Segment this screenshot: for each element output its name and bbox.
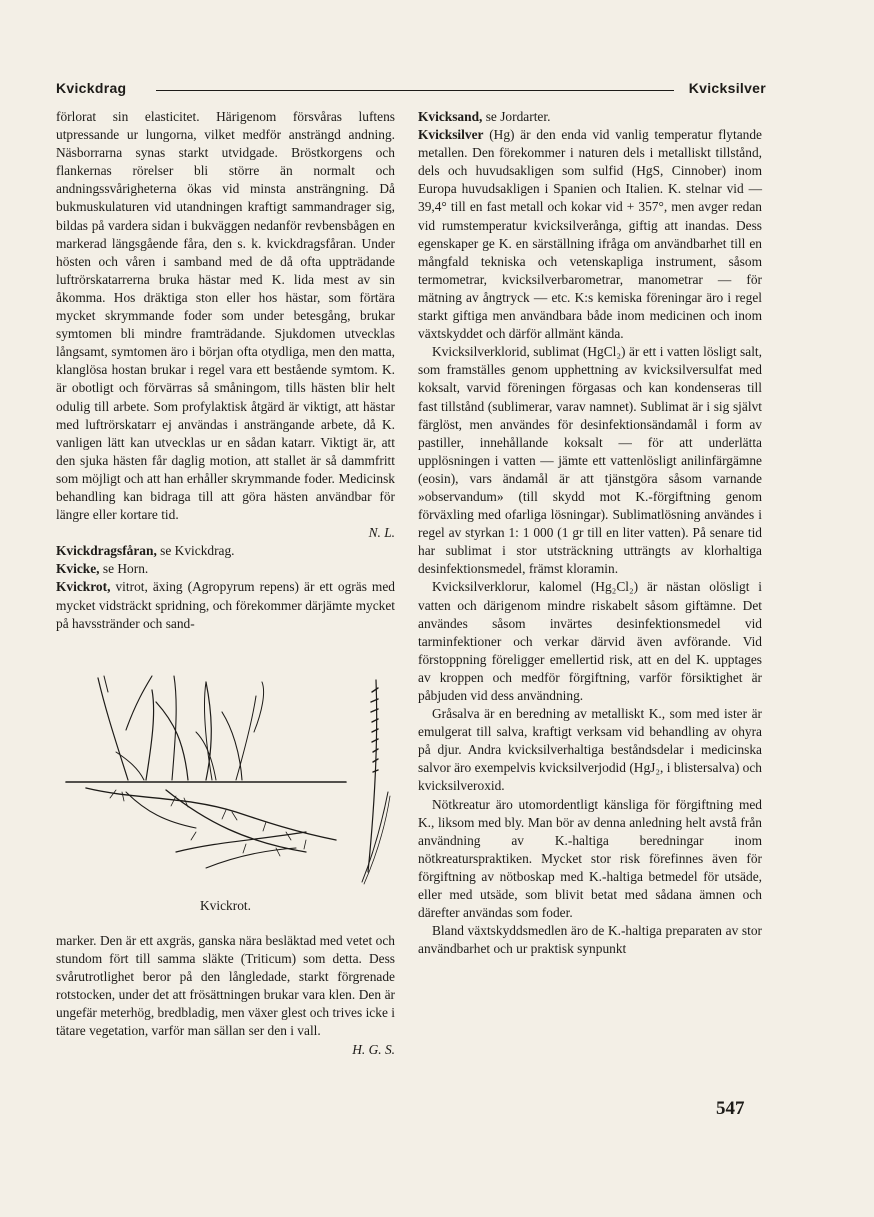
entry-text: (Hg) är den enda vid vanlig temperatur flytande metallen. Den förekommer i naturen dels i metalliskt tillstånd, dels och huvudsakligen som sulfid (HgS, Cinnober) inom Europa huvudsakligen i Spanien och Italien. K. stelnar vid — 39,4° till en fast metall och kokar vid + 357°, men avger redan vid rumstemperatur kvicksilverånga, giftig att inandas. Dess egenskaper ge K. en särställning ifråga om användbarhet till en mångfald tekniska och vetenskapliga instrument, såsom termometrar, kvicksilverbarometrar, manometrar — för mätning av ångtryck — etc. K:s kemiska föreningar äro i regel starkt giftiga men användbara både inom medicinen och inom växtskyddet och därför allmänt kända. [418, 127, 762, 342]
paragraph-kvickrot-continued [56, 932, 395, 1059]
page-number: 547 [716, 1098, 745, 1119]
paragraph-grasalva: Gråsalva är en beredning av metalliskt K., som med ister är emulgerat till salva, kraftigt verksam vid behandling av ohyra på djur. Andra kvicksilverhaltiga beståndsdelar i medicinska salvor äro exempelvis kvicksilverjodid (HgJ₂, i blistersalva) och kvicksilveroxid. [418, 706, 762, 794]
right-column [418, 108, 762, 958]
entry-text: se Kvickdrag. [156, 543, 235, 559]
paragraph-kalomel: Kvicksilverklorur, kalomel (Hg₂Cl₂) är nästan olösligt i vatten och därigenom mindre riskabelt såsom giftämne. Det användes såsom invärtes desinfektionsmedel vid tarminfektioner och verkar därvid även avförande. Vid förstoppning föreligger emellertid risk, att en del K. upptages av kroppen och medför förgiftning, varför försiktighet är påbjuden vid dess användning. [418, 579, 762, 703]
paragraph-vaxtskydd: Bland växtskyddsmedlen äro de K.-haltiga preparaten av stor användbarhet och ur praktisk synpunkt [418, 923, 762, 957]
entry-headword: Kvicksand, [418, 109, 483, 124]
paragraph-text: förlorat sin elasticitet. Härigenom försvåras luftens utpressande ur lungorna, vilket medför ansträngd andning. Näsborrarna synas starkt utvidgade. Bröstkorgens och flankernas rörelser bli större än normalt och andningssvårigheterna ökas vid minsta ansträngning. Då bukmuskulaturen vid utandningen kraftigt sammandrager sig, bildas på vardera sidan i bukväggen nedanför revbensbågen en markerad längsgående fåra, den s. k. kvickdragsfåran. Under hösten och våren i samband med de då ofta uppträdande luftrörskatarrerna bruka hästar med K. lida mest av sin åkomma. Hos dräktiga ston eller hos hästar, som förtära mycket skrymmande foder som under betesgång, brukar symtomen bli mindre framträdande. Sjukdomen utvecklas långsamt, symtomen äro i början ofta otydliga, men den matta, klanglösa hostan brukar i regel vara ett bestående symtom. K. är obotligt och förvärras så småningom, tills hästen blir helt odulig till arbete. Som profylaktisk åtgärd är viktigt, att hästar med luftrörskatarr ej användas i ansträngande arbete, då K. vanligen lätt kan utvecklas ur en sådan katarr. Viktigt är, att den sjuka hästen får daglig motion, att stallet är så dammfritt som möjligt och att han erhåller skrymmande foder. Medicinsk behandling kan bidraga till att göra hästen användbar för längre eller kortare tid. [56, 109, 395, 523]
left-column [56, 108, 395, 633]
author-signature: H. G. S. [352, 1041, 395, 1057]
entry-text: se Horn. [99, 561, 149, 577]
paragraph-notkreatur: Nötkreatur äro utomordentligt känsliga för förgiftning med K., liksom med bly. Man bör av denna anledning helt avstå från användning av K.-haltiga beredningar inom nötkreaturspraktiken. Mycket stor risk förefinnes även för förgiftning av nötboskap med K.-haltiga betmedel för utsäde, eller med utsäde, som blivit betat med sådana ämnen och därefter användas som foder. [418, 796, 762, 921]
paragraph-kvickdrag-continued [56, 108, 395, 542]
entry-text: se Jordarter. [482, 109, 551, 124]
entry-headword: Kvickrot, [56, 579, 111, 595]
entry-kvickdragsfaran [56, 542, 395, 560]
entry-kvicksilver [418, 126, 762, 343]
left-column-bottom [56, 932, 395, 1059]
author-signature: N. L. [368, 525, 395, 541]
header-right-word: Kvicksilver [683, 80, 766, 96]
paragraph-text: marker. Den är ett axgräs, ganska nära besläktad med vetet och stundom fört till samma släkte (Triticum) som detta. Dess svårutrotlighet beror på den långledade, starkt förgrenade rotstocken, under det att frösättningen brukar vara klen. Den är ungefär meterhög, bredbladig, men växer glest och trives icke i tätare vegetation, varför man sällan ser den i vall. [56, 933, 395, 1039]
entry-kvickrot [56, 578, 395, 632]
entry-text: vitrot, äxing (Agropyrum repens) är ett ogräs med mycket vidsträckt spridning, och förekommer därjämte mycket på havsstränder och sand- [56, 579, 395, 631]
entry-headword: Kvickdragsfåran, [56, 543, 157, 559]
figure-caption: Kvickrot. [200, 898, 251, 913]
entry-headword: Kvicke, [56, 561, 100, 577]
couch-grass-illustration [56, 672, 395, 894]
entry-kvicksand [418, 108, 762, 126]
paragraph-sublimat: Kvicksilverklorid, sublimat (HgCl₂) är ett i vatten lösligt salt, som framställes genom upphettning av kvicksilversulfat med koksalt, varvid föreningen förgasas och kan kondenseras till fast tillstånd (sublimerar, varav namnet). Sublimat är i sig självt färglöst, men användes för desinfektionsändamål i form av pastiller, innehållande koksalt — för att underlätta upplösningen i vatten — jämte ett vattenlösligt anilinfärgämne (eosin), vars ändamål är att tjänstgöra såsom varnande »observandum» (till skydd mot K.-förgiftning genom förväxling med ofarliga lösningar). Sublimatlösning användes i regel av styrkan 1: 1 000 (1 gr till en liter vatten). På senare tid har sublimat i stor utsträckning utträngts av klorhaltiga desinfektionsmedel, främst kloramin. [418, 344, 762, 577]
running-header [56, 80, 766, 102]
header-rule [156, 90, 674, 91]
entry-headword: Kvicksilver [418, 127, 484, 143]
entry-kvicke [56, 560, 395, 578]
kvickrot-figure [56, 672, 395, 927]
header-left-word: Kvickdrag [56, 80, 132, 96]
